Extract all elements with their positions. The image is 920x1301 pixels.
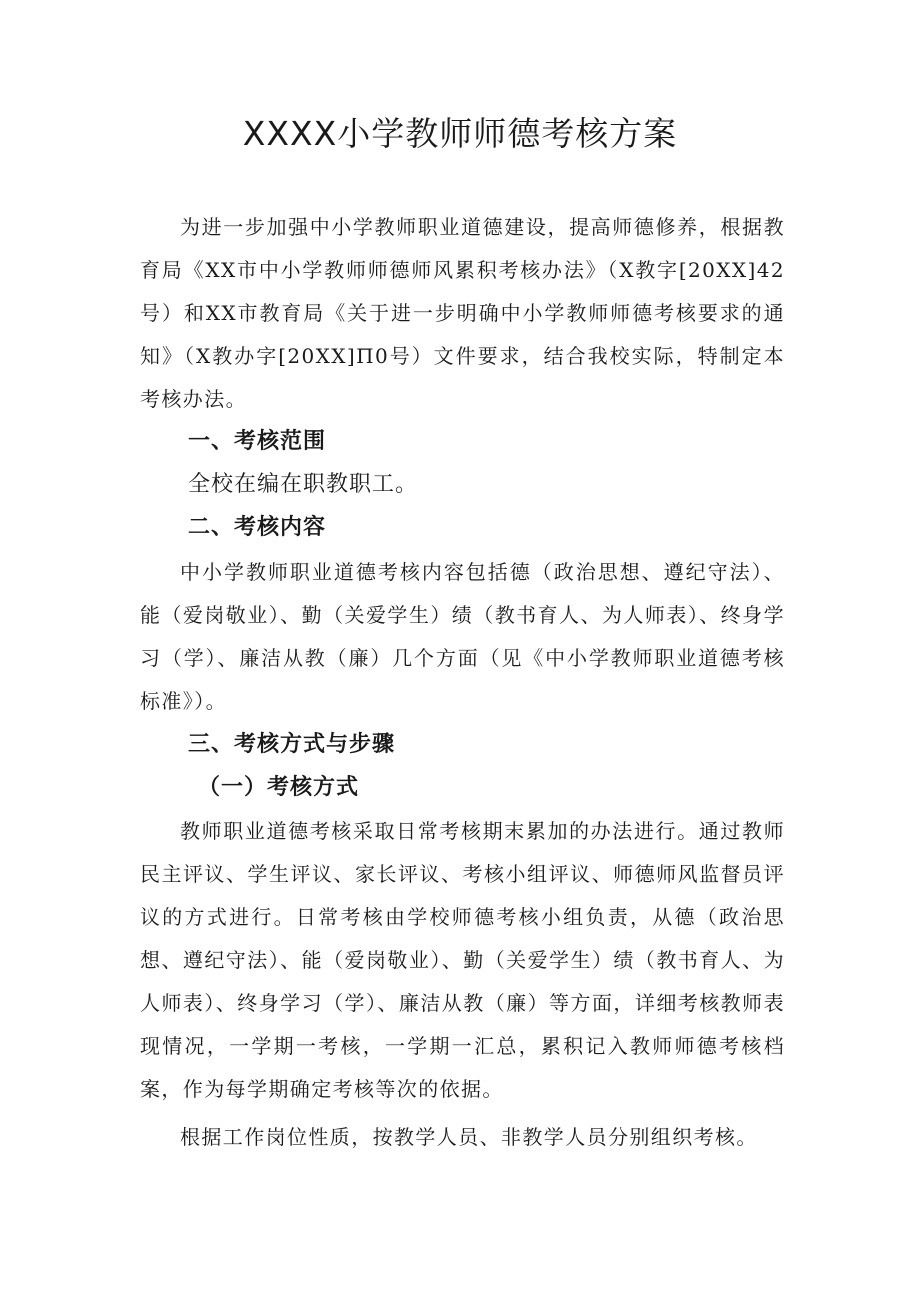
section-3-heading: 三、考核方式与步骤 <box>188 732 396 757</box>
intro-paragraph: 为进一步加强中小学教师职业道德建设，提高师德修养，根据教育局《XX市中小学教师师德师风累积考核办法》（X教字[20XX]42号）和XX市教育局《关于进一步明确中小学教师师德考核要求的通知》（X教办字[20XX]Π0号）文件要求，结合我校实际，特制定本考核办法。 <box>140 215 785 411</box>
section-1-text: 全校在编在职教职工。 <box>188 472 419 497</box>
section-3-sub-1-paragraph: 教师职业道德考核采取日常考核期末累加的办法进行。通过教师民主评议、学生评议、家长评议、考核小组评议、师德师风监督员评议的方式进行。日常考核由学校师德考核小组负责，从德（政治思想、遵纪守法）、能（爱岗敬业）、勤（关爱学生）绩（教书育人、为人师表）、终身学习（学）、廉洁从教（廉）等方面，详细考核教师表现情况，一学期一考核，一学期一汇总，累积记入教师师德考核档案，作为每学期确定考核等次的依据。 <box>140 819 785 1101</box>
section-1-heading: 一、考核范围 <box>188 429 327 454</box>
section-2-paragraph: 中小学教师职业道德考核内容包括德（政治思想、遵纪守法）、能（爱岗敬业）、勤（关爱学生）绩（教书育人、为人师表）、终身学习（学）、廉洁从教（廉）几个方面（见《中小学教师职业道德考核标准》）。 <box>140 560 785 713</box>
document-title: XXXX小学教师师德考核方案 <box>242 114 678 153</box>
section-2-heading: 二、考核内容 <box>188 515 327 540</box>
section-3-sub-1-heading: （一）考核方式 <box>198 775 360 800</box>
section-3-sub-1-paragraph-2: 根据工作岗位性质，按教学人员、非教学人员分别组织考核。 <box>180 1125 758 1149</box>
